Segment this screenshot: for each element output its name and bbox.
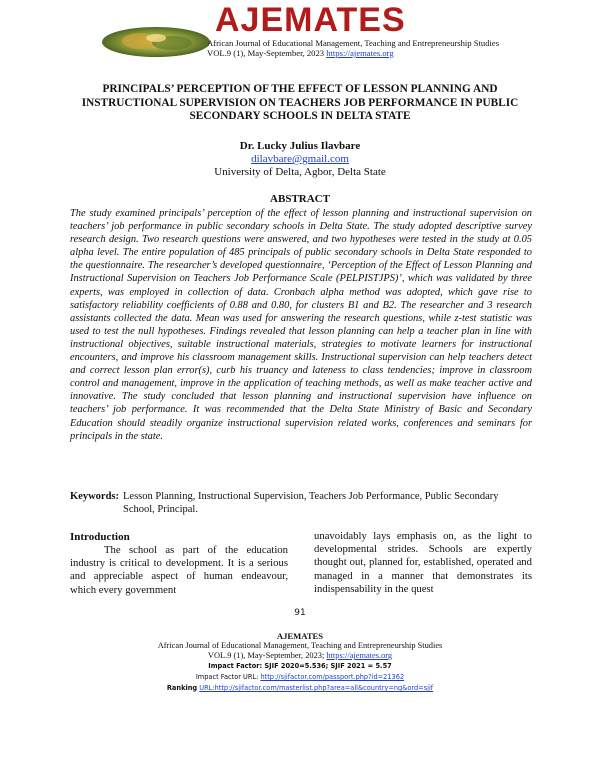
footer-ranking-label: Ranking	[166, 684, 198, 693]
footer-impact-url-link[interactable]: http://sjifactor.com/passport.php?id=21362	[260, 673, 405, 682]
author-name: Dr. Lucky Julius Ilavbare	[239, 140, 361, 152]
journal-volume-line	[207, 48, 394, 58]
journal-name: African Journal of Educational Management, Teaching and Entrepreneurship Studies	[207, 38, 500, 48]
keywords-text: Lesson Planning, Instructional Supervision, Teachers Job Performance, Public Secondary School, Principal.	[123, 491, 499, 515]
footer-volume-line	[0, 651, 600, 661]
footer-volume: VOL.9 (1), May-September, 2023;	[207, 651, 325, 661]
footer-impact-factor: Impact Factor: SJIF 2020=5.536; SJIF 2021 = 5.57	[208, 662, 392, 671]
article-title: PRINCIPALS’ PERCEPTION OF THE EFFECT OF LESSON PLANNING AND INSTRUCTIONAL SUPERVISION ON TEACHERS JOB PERFORMANCE IN PUBLIC SECONDARY SCHOOLS IN DELTA STATE	[81, 83, 519, 122]
journal-brand: AJEMATES	[215, 1, 406, 39]
journal-logo	[100, 24, 212, 60]
author-email-link[interactable]: dilavbare@gmail.com	[251, 153, 349, 165]
intro-left-column	[70, 530, 288, 597]
journal-volume: VOL.9 (1), May-September, 2023	[207, 48, 325, 58]
intro-right-column	[314, 530, 532, 596]
footer-journal: African Journal of Educational Management, Teaching and Entrepreneurship Studies	[157, 641, 443, 650]
journal-url-link[interactable]: https://ajemates.org	[326, 48, 394, 58]
page-footer	[0, 631, 600, 694]
footer-url-link[interactable]: https://ajemates.org	[326, 651, 393, 661]
abstract-text: The study examined principals’ perception of the effect of lesson planning and instructional supervision on teachers’ job performance in public secondary schools in Delta State. The study adopted descriptive survey research design. Two research questions were answered, and two hypotheses were tested in the study at 0.05 alpha level. The entire population of 485 principals of public secondary schools in Delta State responded to the questionnaire. The researcher’s developed questionnaire, ‘Perception of the Effect of Lesson Planning and Instructional Supervision on Teachers Job Performance Scale (PELPISTJPS)’, which was validated by three experts, was employed in collection of data. Cronbach alpha method was adopted, which gave rise to satisfactory reliability coefficients of 0.88 and 0.80, for clusters B1 and B2. The researcher and 3 research assistants collected the data. Mean was used for answering the research questions, while z-test statistic was used to test the null hypotheses. Findings revealed that lesson planning can help a teacher plan in line with instructional objectives, suitable instructional materials, strategies to motivate learners for instructional encounters, and improve his classroom management skills. Instructional supervision can help teachers detect and correct lesson plan error(s), curb his truancy and lateness to class tendencies; improve in classroom control and management, improve in the application of teaching methods, as well as make teacher active and innovative. The study concluded that lesson planning and instructional supervision have influence on teachers’ job performance. It was recommended that the Delta State Ministry of Basic and Secondary Education should steadily organize instructional supervision related works, conferences and seminars for principals in the state.	[70, 208, 532, 442]
author-email-line	[0, 153, 600, 166]
intro-paragraph-left: The school as part of the education industry is critical to development. It is a serious and appreciable aspect of human endeavour, which every government	[70, 544, 288, 596]
keywords-section	[70, 490, 532, 516]
page-number: 91	[294, 608, 306, 618]
footer-impact-url-line	[0, 672, 600, 683]
abstract-heading: ABSTRACT	[270, 193, 330, 205]
footer-brand: AJEMATES	[276, 631, 324, 641]
keywords-label: Keywords:	[70, 491, 119, 502]
author-affiliation: University of Delta, Agbor, Delta State	[214, 166, 386, 178]
footer-ranking-link[interactable]: URL:http://sjifactor.com/masterlist.php?area=all&country=ng&ord=sjif	[199, 684, 434, 693]
footer-ranking-line	[0, 683, 600, 694]
footer-impact-url-label: Impact Factor URL:	[195, 673, 259, 682]
intro-paragraph-right: unavoidably lays emphasis on, as the light to developmental strides. Schools are expertly thought out, planned for, established, operated and managed in a manner that demonstrates its indispensability in the quest	[314, 530, 532, 595]
introduction-heading: Introduction	[70, 531, 130, 543]
